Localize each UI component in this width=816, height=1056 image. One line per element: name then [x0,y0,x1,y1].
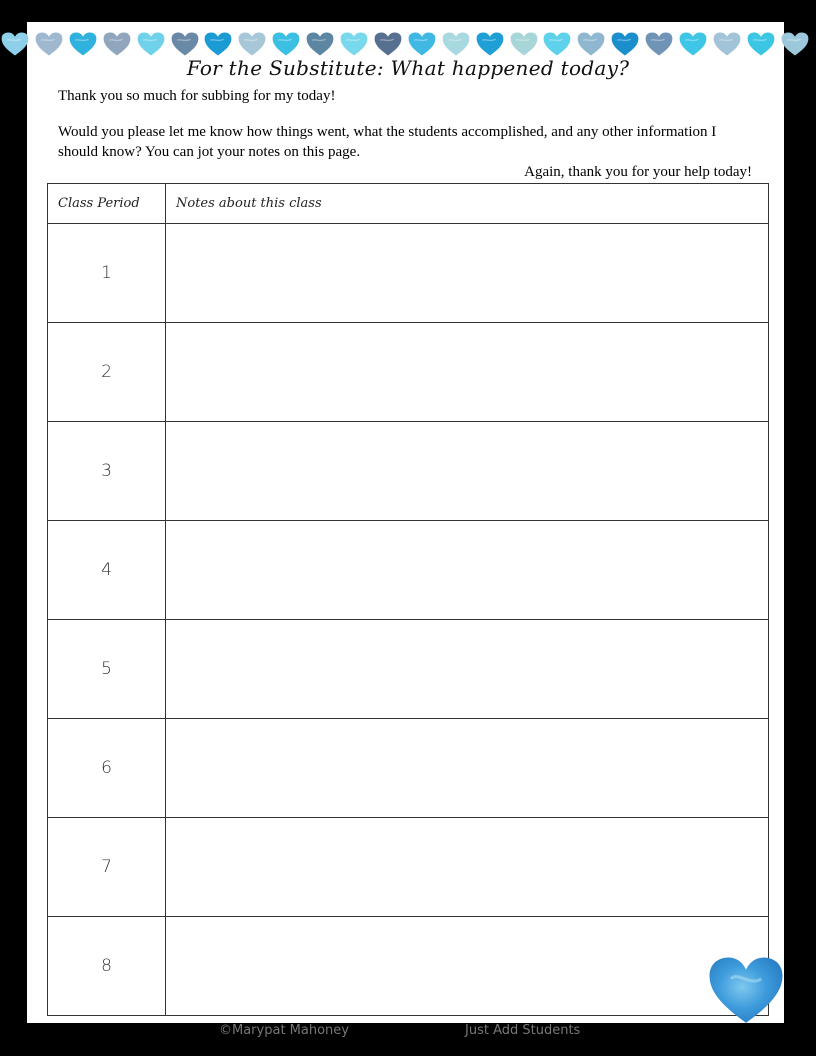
table-header-row [48,184,769,224]
notes-cell[interactable] [166,818,769,917]
notes-table [47,183,769,1016]
heart-icon [708,955,784,1027]
heart-icon [408,32,436,56]
page-title: For the Substitute: What happened today? [186,56,630,80]
heart-icon [340,32,368,56]
period-number: 2 [48,323,166,422]
table-row [48,620,769,719]
heart-icon [272,32,300,56]
heart-icon [611,32,639,56]
heart-icon [781,32,809,56]
heart-icon [204,32,232,56]
period-number: 5 [48,620,166,719]
heart-icon [510,32,538,56]
heart-icon [238,32,266,56]
heart-icon [103,32,131,56]
table-row [48,719,769,818]
heart-icon [679,32,707,56]
column-header-class-period: Class Period [48,184,166,224]
heart-icon [69,32,97,56]
heart-icon [171,32,199,56]
heart-icon [1,32,29,56]
table-row [48,917,769,1016]
heart-icon [645,32,673,56]
heart-icon [137,32,165,56]
notes-cell[interactable] [166,521,769,620]
notes-cell[interactable] [166,620,769,719]
period-number: 8 [48,917,166,1016]
heart-icon [577,32,605,56]
heart-icon [306,32,334,56]
column-header-notes: Notes about this class [166,184,769,224]
heart-icon [35,32,63,56]
table-row [48,818,769,917]
heart-border [0,32,816,58]
period-number: 6 [48,719,166,818]
table-row [48,224,769,323]
footer-author: ©Marypat Mahoney [219,1023,349,1038]
intro-text [58,86,752,182]
heart-icon [374,32,402,56]
notes-cell[interactable] [166,917,769,1016]
period-number: 7 [48,818,166,917]
heart-icon [476,32,504,56]
period-number: 1 [48,224,166,323]
period-number: 3 [48,422,166,521]
table-row [48,323,769,422]
heart-icon [713,32,741,56]
notes-cell[interactable] [166,422,769,521]
notes-cell[interactable] [166,719,769,818]
heart-icon [543,32,571,56]
notes-cell[interactable] [166,323,769,422]
footer-brand: Just Add Students [465,1023,581,1038]
heart-icon [442,32,470,56]
intro-thanks: Again, thank you for your help today! [524,164,752,180]
intro-request: Would you please let me know how things went, what the students accomplished, and any other information I should know? You can jot your notes on this page. [58,124,717,160]
intro-thank-you: Thank you so much for subbing for my today! [58,88,336,104]
notes-cell[interactable] [166,224,769,323]
period-number: 4 [48,521,166,620]
heart-icon [747,32,775,56]
table-row [48,422,769,521]
table-row [48,521,769,620]
